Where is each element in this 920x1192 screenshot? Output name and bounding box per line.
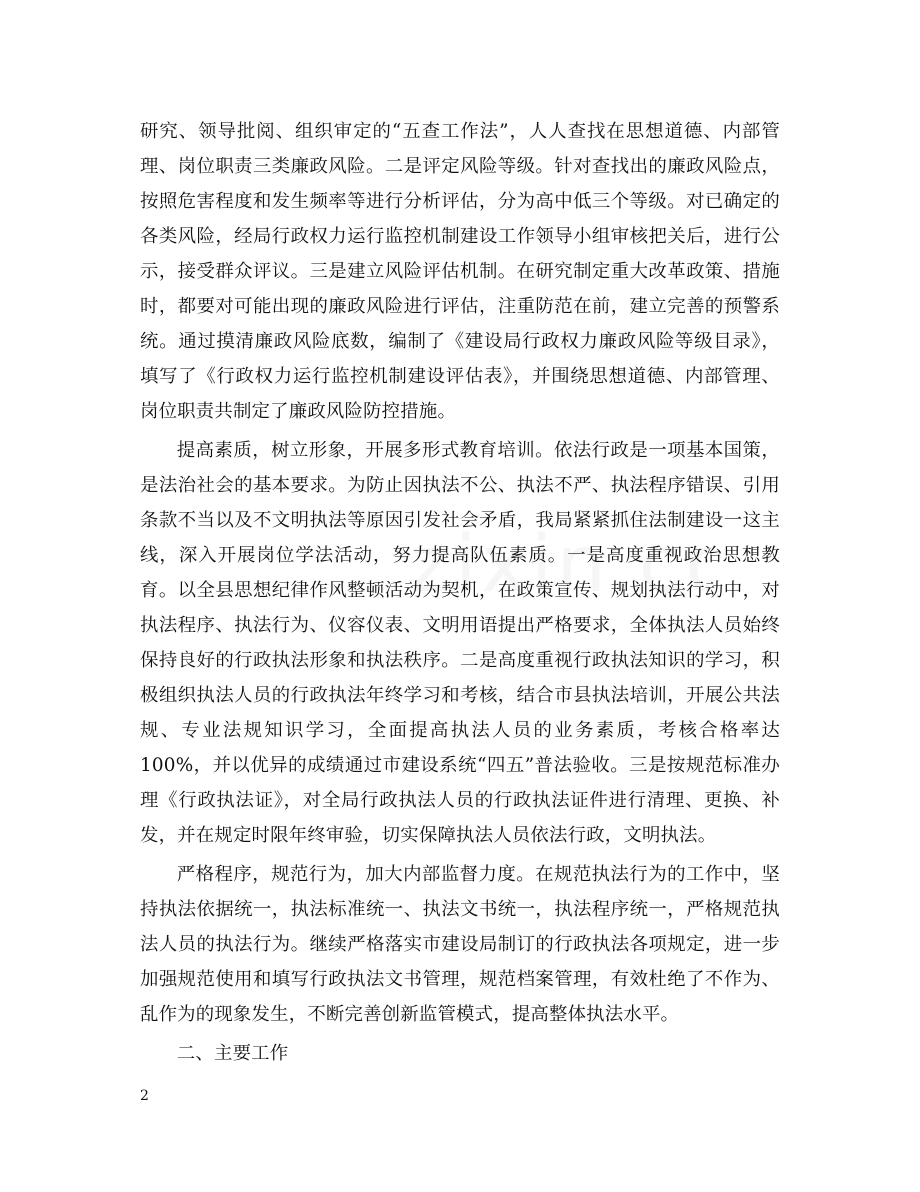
paragraph-internal-supervision: 严格程序，规范行为，加大内部监督力度。在规范执法行为的工作中，坚持执法依据统一，执法标准统一、执法文书统一，执法程序统一，严格规范执法人员的执法行为。继续严格落实市建设局制订的行政执法各项规定，进一步加强规范使用和填写行政执法文书管理，规范档案管理，有效杜绝了不作为、乱作为的现象发生，不断完善创新监管模式，提高整体执法水平。	[140, 864, 780, 1025]
section-heading: 二、主要工作	[176, 1043, 289, 1064]
document-body	[140, 114, 780, 1071]
paragraph-continuation: 研究、领导批阅、组织审定的“五查工作法”，人人查找在思想道德、内部管理、岗位职责三类廉政风险。二是评定风险等级。针对查找出的廉政风险点，按照危害程度和发生频率等进行分析评估，分为高中低三个等级。对已确定的各类风险，经局行政权力运行监控机制建设工作领导小组审核把关后，进行公示，接受群众评议。三是建立风险评估机制。在研究制定重大改革政策、措施时，都要对可能出现的廉政风险进行评估，注重防范在前，建立完善的预警系统。通过摸清廉政风险底数，编制了《建设局行政权力廉政风险等级目录》，填写了《行政权力运行监控机制建设评估表》，并围绕思想道德、内部管理、岗位职责共制定了廉政风险防控措施。	[140, 121, 780, 422]
page-number: 2	[140, 1088, 149, 1104]
paragraph-education-training: 提高素质，树立形象，开展多形式教育培训。依法行政是一项基本国策，是法治社会的基本要求。为防止因执法不公、执法不严、执法程序错误、引用条款不当以及不文明执法等原因引发社会矛盾，我局紧紧抓住法制建设一这主线，深入开展岗位学法活动，努力提高队伍素质。一是高度重视政治思想教育。以全县思想纪律作风整顿活动为契机，在政策宣传、规划执法行动中，对执法程序、执法行为、仪容仪表、文明用语提出严格要求，全体执法人员始终保持良好的行政执法形象和执法秩序。二是高度重视行政执法知识的学习，积极组织执法人员的行政执法年终学习和考核，结合市县执法培训，开展公共法规、专业法规知识学习，全面提高执法人员的业务素质，考核合格率达 100%，并以优异的成绩通过市建设系统“四五”普法验收。三是按规范标准办理《行政执法证》，对全局行政执法人员的行政执法证件进行清理、更换、补发，并在规定时限年终审验，切实保障执法人员依法行政，文明执法。	[140, 440, 780, 846]
